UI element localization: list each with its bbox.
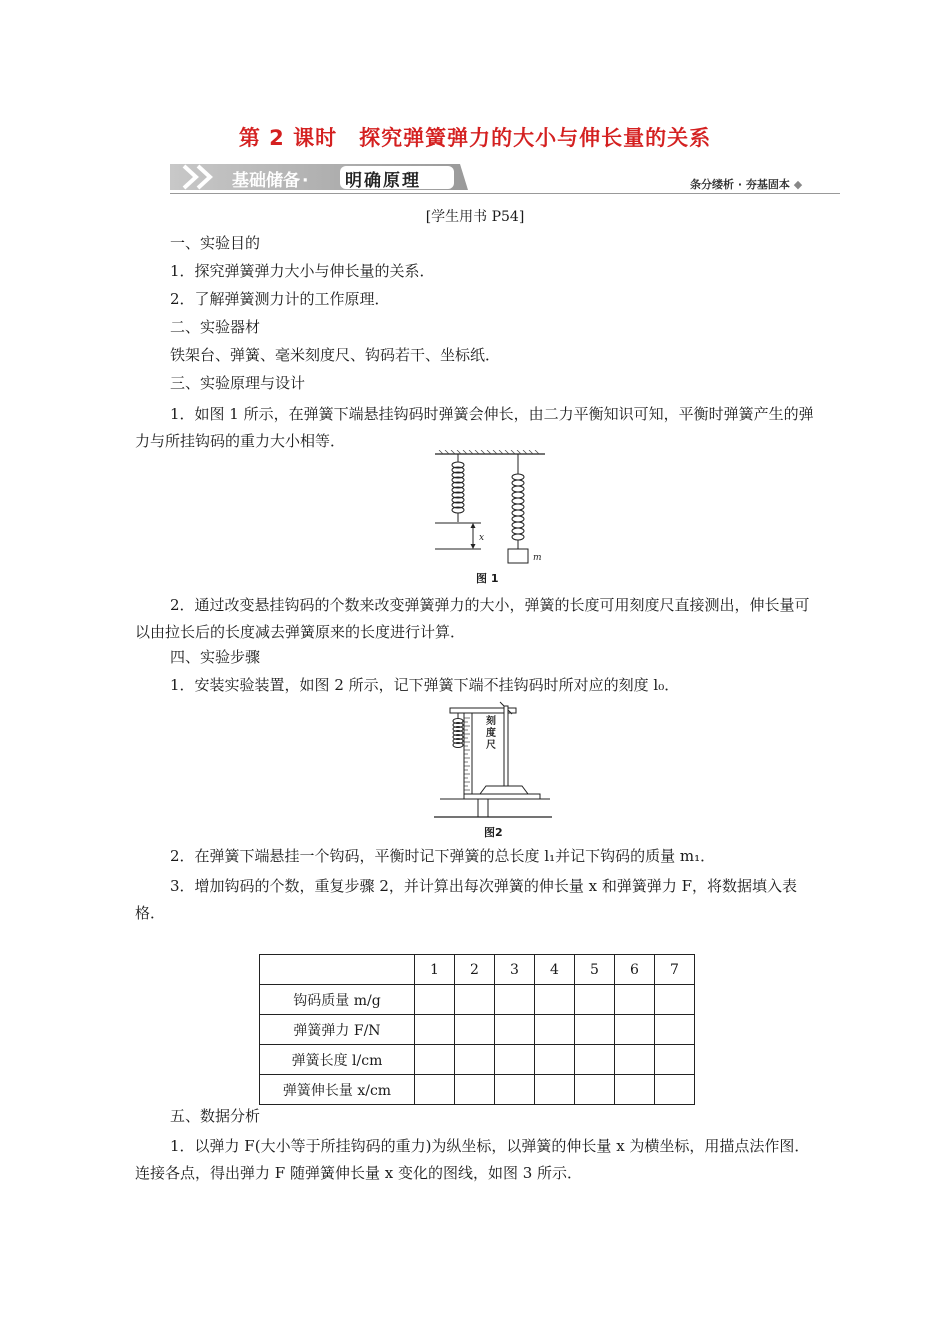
table-cell bbox=[415, 1015, 455, 1045]
section-heading: 一、实验目的 bbox=[170, 234, 261, 252]
table-cell bbox=[455, 1015, 495, 1045]
table-row-label: 钩码质量 m/g bbox=[260, 985, 415, 1015]
table-cell bbox=[655, 1075, 695, 1105]
paragraph: 1．安装实验装置，如图 2 所示，记下弹簧下端不挂钩码时所对应的刻度 l₀． bbox=[170, 676, 680, 694]
list-item: 1．探究弹簧弹力大小与伸长量的关系． bbox=[170, 262, 435, 280]
table-header-cell: 4 bbox=[535, 955, 575, 985]
table-row bbox=[260, 1045, 695, 1075]
paragraph: 2．在弹簧下端悬挂一个钩码，平衡时记下弹簧的总长度 l₁并记下钩码的质量 m₁． bbox=[170, 847, 716, 865]
table-cell bbox=[615, 1015, 655, 1045]
paragraph: 铁架台、弹簧、毫米刻度尺、钩码若干、坐标纸． bbox=[170, 346, 501, 364]
page-title: 第 2 课时 探究弹簧弹力的大小与伸长量的关系 bbox=[238, 126, 712, 150]
paragraph: 1．如图 1 所示，在弹簧下端悬挂钩码时弹簧会伸长，由二力平衡知识可知，平衡时弹簧产生的弹力与所挂钩码的重力大小相等． bbox=[135, 405, 814, 450]
ruler-label-char: 度 bbox=[486, 728, 496, 739]
section-heading: 三、实验原理与设计 bbox=[170, 374, 306, 392]
figure-2-caption: 图2 bbox=[484, 826, 503, 839]
banner-left-text: 基础储备 bbox=[232, 171, 300, 191]
table-cell bbox=[495, 1045, 535, 1075]
table-cell bbox=[575, 1045, 615, 1075]
banner-rule bbox=[170, 193, 840, 194]
source-ref: [学生用书 P54] bbox=[425, 209, 525, 225]
table-cell bbox=[415, 1075, 455, 1105]
table-cell bbox=[655, 1015, 695, 1045]
data-table bbox=[259, 954, 695, 1105]
banner-bold-text: 明确原理 bbox=[345, 171, 421, 191]
table-cell bbox=[535, 985, 575, 1015]
table-cell bbox=[615, 1045, 655, 1075]
figure-1-label-x: x bbox=[479, 533, 485, 543]
table-cell bbox=[455, 985, 495, 1015]
table-row-label: 弹簧弹力 F/N bbox=[260, 1015, 415, 1045]
section-banner bbox=[170, 160, 470, 194]
figure-1 bbox=[425, 450, 555, 585]
table-row bbox=[260, 1075, 695, 1105]
table-cell bbox=[495, 1015, 535, 1045]
table-cell bbox=[535, 1075, 575, 1105]
figure-1-caption: 图 1 bbox=[476, 572, 499, 585]
paragraph: 2．通过改变悬挂钩码的个数来改变弹簧弹力的大小，弹簧的长度可用刻度尺直接测出，伸长量可以由拉长后的长度减去弹簧原来的长度进行计算． bbox=[135, 596, 810, 641]
table-cell bbox=[415, 985, 455, 1015]
banner-dot: · bbox=[302, 171, 309, 191]
table-cell bbox=[615, 985, 655, 1015]
table-cell bbox=[575, 1075, 615, 1105]
table-cell bbox=[495, 1075, 535, 1105]
section-heading: 五、数据分析 bbox=[170, 1107, 261, 1125]
table-header-cell: 1 bbox=[415, 955, 455, 985]
banner-right-text: 条分缕析 · 夯基固本 ◆ bbox=[690, 178, 803, 191]
figure-2 bbox=[430, 700, 555, 825]
table-header-cell: 5 bbox=[575, 955, 615, 985]
ruler-label-char: 尺 bbox=[486, 740, 496, 751]
table-cell bbox=[655, 985, 695, 1015]
paragraph: 3．增加钩码的个数，重复步骤 2，并计算出每次弹簧的伸长量 x 和弹簧弹力 F，将数据填入表格． bbox=[135, 877, 798, 922]
figure-1-label-m: m bbox=[533, 553, 542, 563]
table-header-cell: 3 bbox=[495, 955, 535, 985]
table-cell bbox=[575, 1015, 615, 1045]
table-header-row bbox=[260, 955, 695, 985]
table-cell bbox=[615, 1075, 655, 1105]
table-cell bbox=[655, 1045, 695, 1075]
paragraph: 1．以弹力 F(大小等于所挂钩码的重力)为纵坐标，以弹簧的伸长量 x 为横坐标，用描点法作图．连接各点，得出弹力 F 随弹簧伸长量 x 变化的图线，如图 3 所示． bbox=[135, 1137, 810, 1182]
table-header-cell: 7 bbox=[655, 955, 695, 985]
table-row-label: 弹簧长度 l/cm bbox=[260, 1045, 415, 1075]
table-row bbox=[260, 1015, 695, 1045]
table-cell bbox=[495, 985, 535, 1015]
section-heading: 二、实验器材 bbox=[170, 318, 261, 336]
table-cell bbox=[455, 1045, 495, 1075]
section-heading: 四、实验步骤 bbox=[170, 648, 261, 666]
table-corner-cell bbox=[260, 955, 415, 985]
table-row bbox=[260, 985, 695, 1015]
ruler-label-char: 刻 bbox=[486, 716, 496, 727]
table-header-cell: 2 bbox=[455, 955, 495, 985]
table-row-label: 弹簧伸长量 x/cm bbox=[260, 1075, 415, 1105]
table-header-cell: 6 bbox=[615, 955, 655, 985]
table-cell bbox=[415, 1045, 455, 1075]
table-cell bbox=[455, 1075, 495, 1105]
table-cell bbox=[535, 1045, 575, 1075]
table-cell bbox=[535, 1015, 575, 1045]
table-cell bbox=[575, 985, 615, 1015]
list-item: 2．了解弹簧测力计的工作原理． bbox=[170, 290, 390, 308]
